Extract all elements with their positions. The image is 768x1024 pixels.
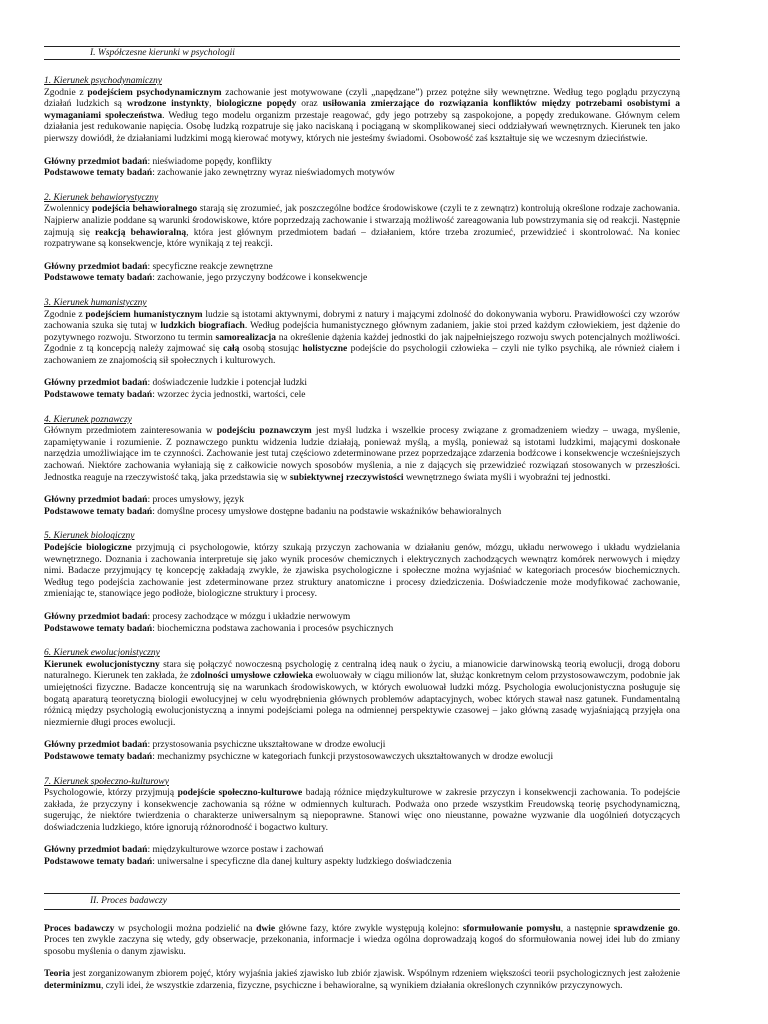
field-value: : mechanizmy psychiczne w kategoriach funkcji przystosowawczych ukształtowanych w drodze ewolucji xyxy=(152,751,554,762)
text-run: ewoluowały w ciągu milionów lat, służąc konkretnym celom przystosowawczym, podobnie jak umiejętności fizyczne. Badacze koncentrują się na warunkach środowiskowych, w których ewoluował ludzki mózg. Psychologia ewolucjonistyczna posługuje się bogatą aparaturą teoretyczną biologii ewolucyjnej w celu wyodrębnienia głównych problemów adaptacyjnych, wobec których stawał nasz gatunek. Fundamentalną różnicą między psychologią ewolucjonistyczną a innymi podejściami polega na odmiennej perspektywie czasowej – jako główną zasadę wyjaśniającą przyjęła ona niezmiernie długi proces ewolucji. xyxy=(44,671,680,728)
text-run: , która jest głównym przedmiotem badań – działaniem, które trzeba zrozumieć, przewidzieć i skontrolować. Na koniec rozpatrywane są konsekwencje, które wynikają z tej reakcji. xyxy=(44,227,680,250)
section-paragraph xyxy=(44,426,680,484)
field-value: : wzorzec życia jednostki, wartości, cele xyxy=(152,390,306,401)
main-subject-line xyxy=(44,740,680,752)
direction-section xyxy=(44,531,680,635)
main-subject-line xyxy=(44,495,680,507)
field-value: : przystosowania psychiczne ukształtowane w drodze ewolucji xyxy=(147,740,386,751)
bold-term: subiektywnej rzeczywistości xyxy=(289,472,404,483)
bold-term: sprawdzenie go xyxy=(613,923,678,934)
divider xyxy=(44,909,680,910)
direction-section xyxy=(44,76,680,180)
field-label: Główny przedmiot badań xyxy=(44,611,148,622)
chapter-title: I. Współczesne kierunki w psychologii xyxy=(90,48,235,58)
section-paragraph xyxy=(44,310,680,368)
field-label: Podstawowe tematy badań xyxy=(44,390,153,401)
theory-paragraph xyxy=(44,969,680,992)
text-run: Zwolennicy xyxy=(44,204,93,215)
text-run: jest myśl ludzka i wszelkie procesy związane z gromadzeniem wiedzy – uwaga, myślenie, zapamiętywanie i rozumienie. Z poznawczego punktu widzenia ludzie działają, ponieważ myślą, a myślą, ponieważ są istotami ludzkimi, mającymi doskonałe narzędzia umożliwiające im te czynności. Zachowanie jest tutaj częściowo zdeterminowane przez poprzedzające zdarzenia bodźcowe i konsekwencje wcześniejszych zachowań. Niektóre zachowania wyłaniają się z całkowicie nowych sposobów myślenia, a nie z dających się przewidzieć rozwiązań stosowanych w przeszłości. Jednostka reaguje na rzeczywistość taką, jaka przedstawia się w xyxy=(44,426,680,483)
text-run: , a następnie xyxy=(560,923,614,934)
bold-term: podejściem psychodynamicznym xyxy=(87,87,222,98)
field-value: : międzykulturowe wzorce postaw i zachowań xyxy=(147,845,324,856)
section-heading: 4. Kierunek poznawczy xyxy=(44,414,132,425)
text-run: osobą stosując xyxy=(239,344,303,355)
bold-term: podejścia behawioralnego xyxy=(92,204,198,215)
spacer xyxy=(44,251,680,262)
field-label: Główny przedmiot badań xyxy=(44,845,148,856)
direction-section xyxy=(44,298,680,402)
field-value: : specyficzne reakcje zewnętrzne xyxy=(147,261,273,272)
section-paragraph xyxy=(44,543,680,601)
direction-section xyxy=(44,777,680,869)
text-run: . Proces ten zwykle zaczyna się wtedy, gdy obserwacje, przekonania, informacje i wiedza ogólna doprowadzają kogoś do sformułowania nowej idei lub do zmiany sposobu myślenia o danym zjawisku. xyxy=(44,923,680,957)
main-subject-line xyxy=(44,845,680,857)
bold-term: usiłowania zmierzające do rozwiązania konfliktów między potrzebami osobistymi a wymaganiami społeczeństwa xyxy=(44,99,681,121)
bold-term: podejściu poznawczym xyxy=(216,426,312,437)
text-run: na określenie dążenia każdej jednostki do jak najpełniejszego rozwoju swych potencjalnych możliwości. Zgodnie z tą koncepcją należy zajmować się xyxy=(44,332,681,355)
research-topics-line xyxy=(44,624,680,636)
bold-term: biologiczne popędy xyxy=(216,99,297,110)
field-value: : doświadczenie ludzkie i potencjał ludzki xyxy=(147,378,308,389)
section-heading: 5. Kierunek biologiczny xyxy=(44,531,135,542)
research-topics-line xyxy=(44,390,680,402)
text-run: Głównym przedmiotem zainteresowania w xyxy=(44,426,217,437)
text-run: ludzie są istotami aktywnymi, dobrymi z natury i mającymi zdolność do dokonywania wyboru. Prawidłowości czy wzorów zachowania szuka się tutaj w xyxy=(44,309,681,332)
text-run: Zgodnie z xyxy=(44,309,86,320)
field-value: : procesy zachodzące w mózgu i układzie nerwowym xyxy=(147,611,351,622)
section-heading: 1. Kierunek psychodynamiczny xyxy=(44,76,162,86)
text-run: jest zorganizowanym zbiorem pojęć, który wyjaśnia jakieś zjawisko lub zbiór zjawisk. Wspólnym rdzeniem większości teorii psychologicznych jest założenie xyxy=(70,969,680,980)
text-run: Psychologowie, którzy przyjmują xyxy=(44,788,178,799)
field-label: Podstawowe tematy badań xyxy=(44,751,153,762)
text-run: , czyli idei, że wszystkie zdarzenia, fizyczne, psychiczne i behawioralne, są wynikiem działania określonych czynników przyczynowych. xyxy=(101,981,623,992)
spacer xyxy=(44,484,680,495)
text-run: , xyxy=(209,99,217,110)
text-run: podejście do psychologii człowieka – czyli nie tylko psychiką, ale również ciałem i zachowaniem ze znajomością sił społecznych i kulturowych. xyxy=(44,344,680,366)
field-label: Podstawowe tematy badań xyxy=(44,623,153,634)
bold-term: reakcją behawioralną xyxy=(95,227,187,238)
text-run: przyjmują ci psychologowie, którzy szukają przyczyn zachowania w działaniu genów, mózgu, układu nerwowego i układu wydzielania wewnętrznego. Doznania i zachowania interpretuje się jako wynik procesów chemicznych i elektrycznych zachodzących wewnątrz komórek nerwowych i między nimi. Badacze przyjmujący tę koncepcję zakładają zwykle, że zjawiska psychologiczne i społeczne można wyjaśniać w kategoriach procesów biochemicznych. Według tego podejścia zachowanie jest zdeterminowane przez struktury anatomiczne i procesy dziedziczenia. Doświadczenie może modyfikować zachowanie, zmieniając te, stanowiące jego podłoże, biologiczne struktury i procesy. xyxy=(44,543,681,600)
spacer xyxy=(44,601,680,612)
research-topics-line xyxy=(44,273,680,285)
text-run: główne fazy, które zwykle występują kolejno: xyxy=(275,923,463,934)
research-topics-line xyxy=(44,168,680,180)
bold-term: podejściem humanistycznym xyxy=(85,309,203,320)
field-label: Podstawowe tematy badań xyxy=(44,168,153,179)
field-value: : zachowanie jako zewnętrzny wyraz nieświadomych motywów xyxy=(152,168,395,179)
text-run: badają różnice międzykulturowe w zakresie przyczyn i konsekwencji zachowania. To podejście zakłada, że przyczyny i konsekwencje zachowania są różne w odmiennych kulturach. Podważa ono przede wszystkim Freudowską teorię psychodynamiczną, sugerując, że niektóre twierdzenia o charakterze uniwersalnym są niepoprawne. Stanowi więc ono nieustanne, poważne wyzwanie dla uogólnień dotyczących doświadczenia ludzkiego, które ignorują różnorodność i bogactwo kultury. xyxy=(44,788,680,833)
text-run: zachowanie jest motywowane (czyli „napędzane”) przez potężne siły wewnętrzne. Według tego poglądu przyczyną działań ludzkich są xyxy=(44,87,680,110)
text-run: oraz xyxy=(296,99,323,110)
bold-term: Proces badawczy xyxy=(44,923,115,934)
text-run: stara się połączyć nowoczesną psychologię z centralną ideą nauk o życiu, a mianowicie darwinowską teorią ewolucji, drogą doboru naturalnego. Kierunek ten zakłada, że z xyxy=(44,659,680,682)
bold-term: ludzkich biografiach xyxy=(160,321,245,332)
text-run: starają się zrozumieć, jak poszczególne bodźce środowiskowe (czyli te z zewnątrz) kontrolują określone rodzaje zachowania. Najpierw analizie poddane są warunki środowiskowe, które poprzedzają zachowanie i stwarzają możliwość zareagowania lub powstrzymania się od reakcji. Następnie zajmują się xyxy=(44,204,680,238)
bold-term: Kierunek ewolucjonistyczny xyxy=(44,659,160,670)
text-run: . Według podejścia humanistycznego głównym zadaniem, jakie stoi przed każdym człowiekiem, jest dążenie do pozytywnego rozwoju. Stworzono tu termin xyxy=(44,321,680,343)
section-paragraph xyxy=(44,88,680,146)
document-page xyxy=(44,0,680,993)
research-topics-line xyxy=(44,507,680,519)
field-label: Główny przedmiot badań xyxy=(44,740,148,751)
spacer xyxy=(44,729,680,740)
bold-term: wrodzone instynkty xyxy=(126,99,210,110)
spacer xyxy=(44,367,680,378)
field-label: Podstawowe tematy badań xyxy=(44,273,153,284)
field-label: Główny przedmiot badań xyxy=(44,156,148,167)
research-topics-line xyxy=(44,857,680,869)
process-paragraph xyxy=(44,924,680,959)
bold-term: holistyczne xyxy=(302,344,348,355)
text-run: wewnętrznego świata myśli i wyobraźni tej jednostki. xyxy=(403,472,611,483)
main-subject-line xyxy=(44,262,680,274)
section-heading: 3. Kierunek humanistyczny xyxy=(44,297,147,308)
bold-term: samorealizacja xyxy=(215,332,277,343)
text-run: Zgodnie z xyxy=(44,87,88,98)
section-heading: 7. Kierunek społeczno-kulturowy xyxy=(44,776,169,787)
field-value: : zachowanie, jego przyczyny bodźcowe i konsekwencje xyxy=(152,273,368,284)
field-label: Główny przedmiot badań xyxy=(44,495,148,506)
bold-term: sformułowanie pomysłu xyxy=(462,923,561,934)
direction-section xyxy=(44,193,680,285)
field-label: Podstawowe tematy badań xyxy=(44,506,153,517)
bold-term: podejście społeczno-kulturowe xyxy=(177,788,303,799)
section-paragraph xyxy=(44,660,680,730)
field-value: : domyślne procesy umysłowe dostępne badaniu na podstawie wskaźników behawioralnych xyxy=(152,506,502,517)
spacer xyxy=(44,834,680,845)
field-value: : uniwersalne i specyficzne dla danej kultury aspekty ludzkiego doświadczenia xyxy=(152,857,452,868)
text-run: w psychologii można podzielić na xyxy=(114,923,257,934)
field-value: : nieświadome popędy, konflikty xyxy=(147,156,272,167)
bold-term: Podejście biologiczne xyxy=(44,543,132,553)
divider xyxy=(44,59,680,60)
section-paragraph xyxy=(44,788,680,834)
field-label: Podstawowe tematy badań xyxy=(44,857,153,868)
main-subject-line xyxy=(44,157,680,169)
chapter-1-header xyxy=(44,46,680,60)
bold-term: dolności umysłowe człowieka xyxy=(194,671,313,682)
direction-section xyxy=(44,415,680,519)
main-subject-line xyxy=(44,378,680,390)
section-heading: 2. Kierunek behawiorystyczny xyxy=(44,192,159,203)
chapter-title: II. Proces badawczy xyxy=(90,895,167,906)
bold-term: całą xyxy=(223,344,240,355)
bold-term: dwie xyxy=(256,923,276,934)
section-heading: 6. Kierunek ewolucjonistyczny xyxy=(44,648,160,659)
field-value: : biochemiczna podstawa zachowania i procesów psychicznych xyxy=(152,623,394,634)
direction-section xyxy=(44,648,680,763)
field-label: Główny przedmiot badań xyxy=(44,261,148,272)
main-subject-line xyxy=(44,612,680,624)
section-paragraph xyxy=(44,204,680,250)
spacer xyxy=(44,146,680,157)
bold-term: determinizmu xyxy=(44,981,101,992)
field-value: : proces umysłowy, język xyxy=(147,495,244,506)
sections-container xyxy=(44,76,680,869)
bold-term: Teoria xyxy=(44,969,71,980)
field-label: Główny przedmiot badań xyxy=(44,378,148,389)
chapter-2-header xyxy=(44,893,680,910)
text-run: . Według tego modelu organizm przestaje reagować, gdy jego potrzeby są zaspokojone, a popędy zredukowane. Głównym celem działania jest redukowanie napięcia. Osobę ludzką rozpatruje się jako naciskaną i pociąganą w skomplikowanej sieci oddziaływań wewnętrznych. Kierunek ten jako pierwszy dowiódł, że działaniami ludzkimi mogą kierować motywy, których nie jesteśmy świadomi. Osobowość zaś kształtuje się we wczesnym dzieciństwie. xyxy=(44,110,680,144)
research-topics-line xyxy=(44,752,680,764)
